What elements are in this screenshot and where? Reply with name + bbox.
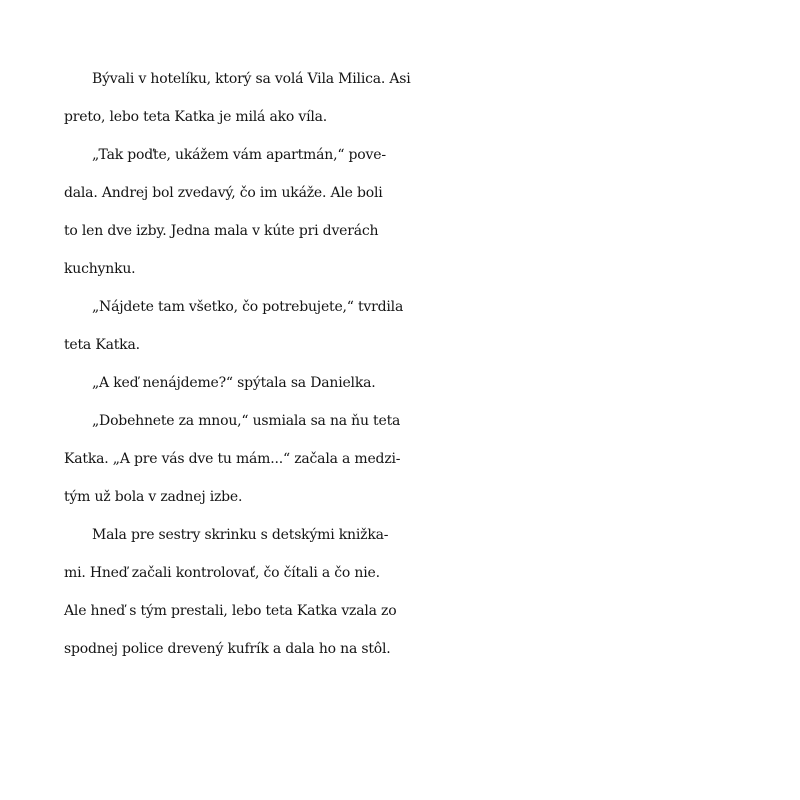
text-line-5: to len dve izby. Jedna mala v kúte pri dverách: [64, 223, 379, 239]
text-line-14: mi. Hneď začali kontrolovať, čo čítali a čo nie.: [64, 565, 380, 581]
text-line-1: Bývali v hotelíku, ktorý sa volá Vila Milica. Asi: [92, 71, 411, 87]
text-line-15: Ale hneď s tým prestali, lebo teta Katka vzala zo: [64, 603, 397, 619]
text-line-3: „Tak poďte, ukážem vám apartmán,“ pove-: [92, 147, 386, 163]
document-page: [64, 60, 744, 668]
text-line-10: „Dobehnete za mnou,“ usmiala sa na ňu teta: [92, 413, 401, 429]
text-line-11: Katka. „A pre vás dve tu mám...“ začala a medzi-: [64, 451, 401, 467]
text-line-13: Mala pre sestry skrinku s detskými knižka-: [92, 527, 389, 543]
text-line-12: tým už bola v zadnej izbe.: [64, 489, 243, 505]
text-line-2: preto, lebo teta Katka je milá ako víla.: [64, 109, 328, 125]
text-line-7: „Nájdete tam všetko, čo potrebujete,“ tvrdila: [92, 299, 404, 315]
text-line-6: kuchynku.: [64, 261, 136, 277]
text-line-9: „A keď nenájdeme?“ spýtala sa Danielka.: [92, 375, 376, 391]
text-line-8: teta Katka.: [64, 337, 140, 353]
text-line-16: spodnej police drevený kufrík a dala ho na stôl.: [64, 641, 391, 657]
text-line-4: dala. Andrej bol zvedavý, čo im ukáže. Ale boli: [64, 185, 383, 201]
